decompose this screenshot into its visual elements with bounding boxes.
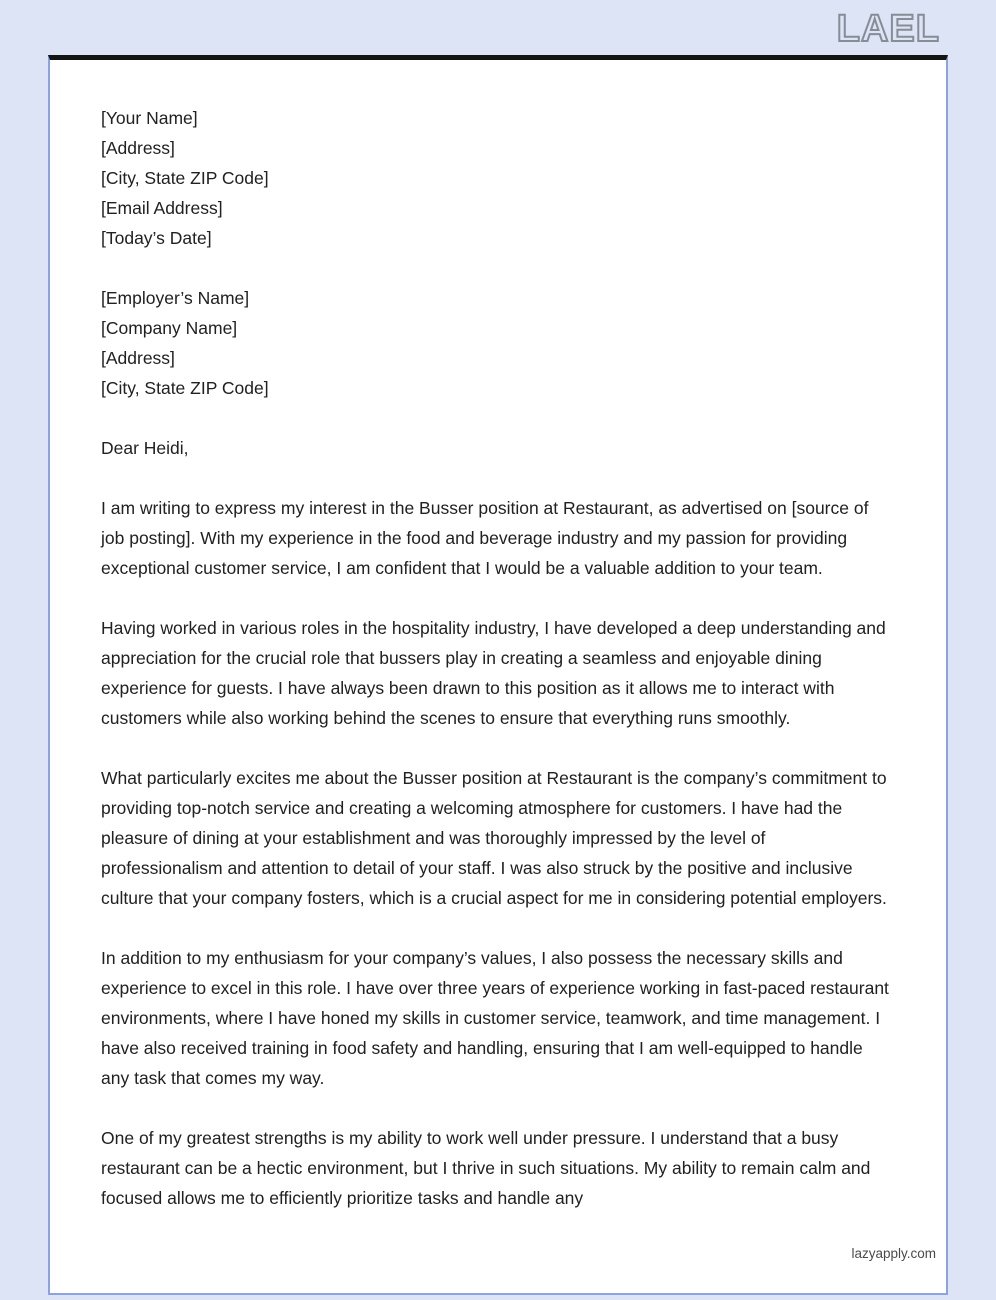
letter-paragraph: I am writing to express my interest in the Busser position at Restaurant, as advertised on [source of job posting]. With my experience in the food and beverage industry and my passion for providing exceptional customer service, I am confident that I would be a valuable addition to your team. bbox=[101, 498, 869, 578]
letter-date: [Today’s Date] bbox=[101, 228, 212, 248]
letter-paragraph: In addition to my enthusiasm for your company’s values, I also possess the necessary skills and experience to excel in this role. I have over three years of experience working in fast-paced restaurant environments, where I have honed my skills in customer service, teamwork, and time management. I have also received training in food safety and handling, ensuring that I am well-equipped to handle any task that comes my way. bbox=[101, 948, 889, 1088]
sender-name: [Your Name] bbox=[101, 108, 198, 128]
recipient-address-block bbox=[101, 283, 891, 403]
employer-name: [Employer’s Name] bbox=[101, 288, 250, 308]
letter-paragraph: What particularly excites me about the Busser position at Restaurant is the company’s commitment to providing top-notch service and creating a welcoming atmosphere for customers. I have had the pleasure of dining at your establishment and was thoroughly impressed by the level of professionalism and attention to detail of your staff. I was also struck by the positive and inclusive culture that your company fosters, which is a crucial aspect for me in considering potential employers. bbox=[101, 768, 887, 908]
letter-paragraph: Having worked in various roles in the hospitality industry, I have developed a deep understanding and appreciation for the crucial role that bussers play in creating a seamless and enjoyable dining experience for guests. I have always been drawn to this position as it allows me to interact with customers while also working behind the scenes to ensure that everything runs smoothly. bbox=[101, 618, 886, 728]
sender-city-state-zip: [City, State ZIP Code] bbox=[101, 168, 269, 188]
sender-address-block bbox=[101, 103, 891, 253]
recipient-city-state-zip: [City, State ZIP Code] bbox=[101, 378, 269, 398]
letter-paragraph: One of my greatest strengths is my ability to work well under pressure. I understand that a busy restaurant can be a hectic environment, but I thrive in such situations. My ability to remain calm and focused allows me to efficiently prioritize tasks and handle any bbox=[101, 1128, 871, 1208]
watermark: lazyapply.com bbox=[851, 1246, 936, 1261]
letter-page bbox=[48, 55, 948, 1295]
company-name: [Company Name] bbox=[101, 318, 238, 338]
sender-email: [Email Address] bbox=[101, 198, 223, 218]
recipient-address: [Address] bbox=[101, 348, 175, 368]
brand-logo: LAEL bbox=[836, 8, 940, 50]
sender-address: [Address] bbox=[101, 138, 175, 158]
salutation-line: Dear Heidi, bbox=[101, 438, 189, 458]
salutation bbox=[101, 433, 891, 463]
cover-letter bbox=[101, 103, 891, 1213]
